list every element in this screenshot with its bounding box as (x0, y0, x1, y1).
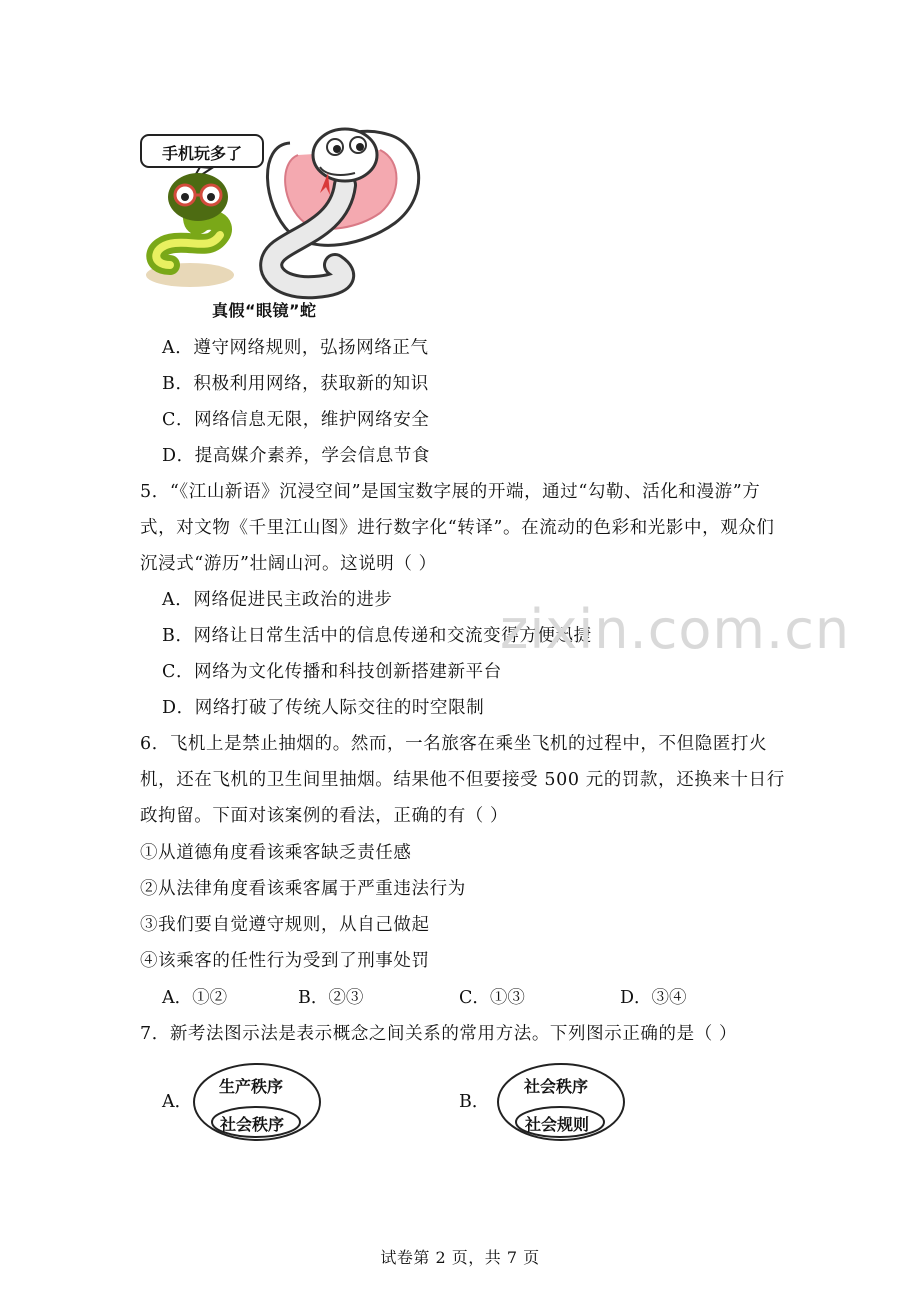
q6-answer-c: C．①③ (459, 988, 525, 1008)
q5-stem-line-1: 5．“《江山新语》沉浸空间”是国宝数字展的开端，通过“勾勒、活化和漫游”方 (140, 482, 761, 502)
q6-answer-a: A．①② (162, 988, 228, 1008)
q6-statement-1: ①从道德角度看该乘客缺乏责任感 (140, 843, 412, 863)
q7-option-a-label: A． (162, 1092, 193, 1112)
q7-option-b-label: B． (459, 1092, 490, 1112)
q7-option-a-inner-label: 社会秩序 (220, 1115, 285, 1134)
q7-option-b-outer-label: 社会秩序 (524, 1077, 589, 1096)
q4-option-b: B．积极利用网络，获取新的知识 (162, 374, 429, 394)
q5-option-d: D．网络打破了传统人际交往的时空限制 (162, 698, 485, 718)
q7-option-a-outer-label: 生产秩序 (219, 1077, 284, 1096)
speech-bubble-text: 手机玩多了 (161, 144, 242, 163)
q6-stem-line-2: 机，还在飞机的卫生间里抽烟。结果他不但要接受 500 元的罚款，还换来十日行 (140, 770, 785, 790)
q6-statement-4: ④该乘客的任性行为受到了刑事处罚 (140, 951, 430, 971)
q4-option-a: A．遵守网络规则，弘扬网络正气 (162, 338, 429, 358)
q5-option-c: C．网络为文化传播和科技创新搭建新平台 (162, 662, 502, 682)
q6-stem-line-3: 政拘留。下面对该案例的看法，正确的有（ ） (140, 806, 509, 826)
q6-answer-b: B．②③ (298, 988, 364, 1008)
q5-stem-line-3: 沉浸式“游历”壮阔山河。这说明（ ） (140, 554, 437, 574)
q5-option-b: B．网络让日常生活中的信息传递和交流变得方便迅捷 (162, 626, 592, 646)
page-footer: 试卷第 2 页，共 7 页 (380, 1248, 540, 1267)
q5-stem-line-2: 式，对文物《千里江山图》进行数字化“转译”。在流动的色彩和光影中，观众们 (140, 518, 775, 538)
q6-answer-d: D．③④ (620, 988, 687, 1008)
snakes-drawing (140, 115, 440, 300)
figure-caption: 真假“眼镜”蛇 (212, 301, 317, 320)
cobra-head (313, 129, 377, 181)
q7-stem: 7．新考法图示法是表示概念之间关系的常用方法。下列图示正确的是（ ） (140, 1024, 738, 1044)
q6-stem-line-1: 6．飞机上是禁止抽烟的。然而，一名旅客在乘坐飞机的过程中，不但隐匿打火 (140, 734, 768, 754)
q4-option-d: D．提高媒介素养，学会信息节食 (162, 446, 431, 466)
watermark: zixin.com.cn (500, 598, 851, 661)
q6-statement-2: ②从法律角度看该乘客属于严重违法行为 (140, 879, 466, 899)
q4-option-c: C．网络信息无限，维护网络安全 (162, 410, 430, 430)
q6-statement-3: ③我们要自觉遵守规则，从自己做起 (140, 915, 430, 935)
q5-option-a: A．网络促进民主政治的进步 (162, 590, 393, 610)
q7-option-b-inner-label: 社会规则 (525, 1115, 590, 1134)
